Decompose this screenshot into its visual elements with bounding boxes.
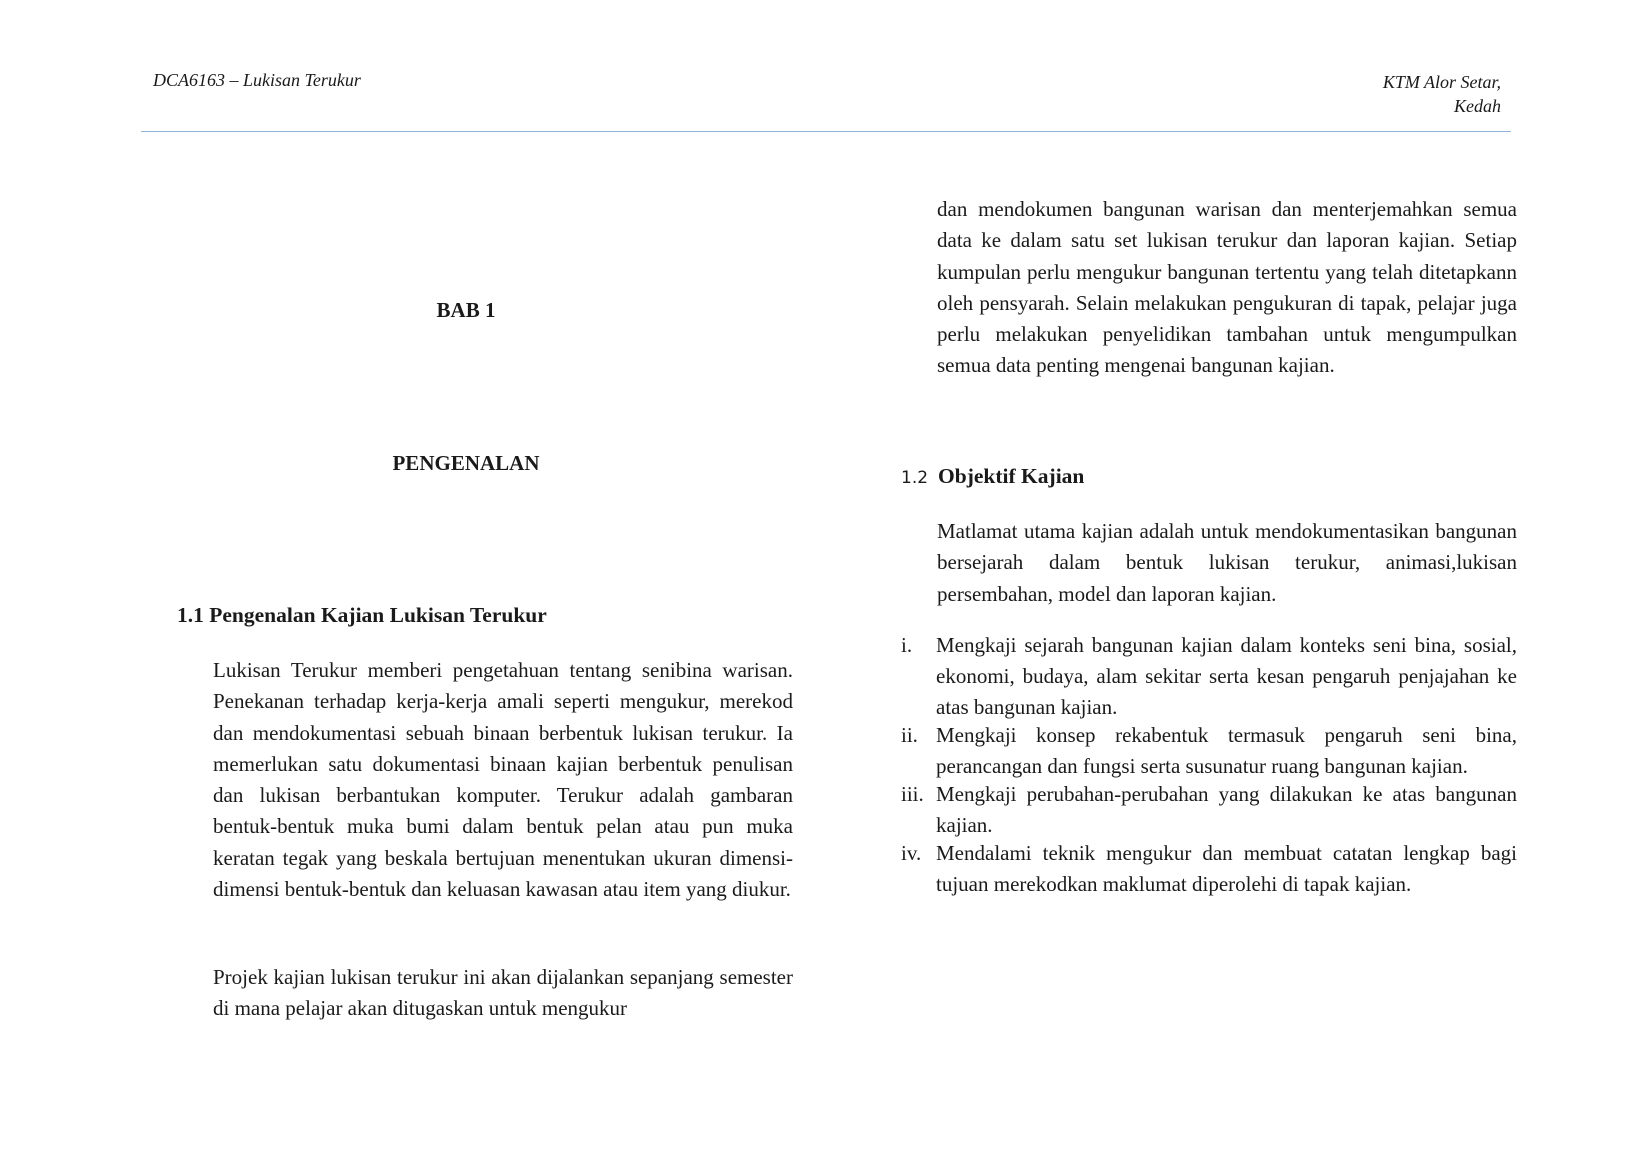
section-1-1-paragraph-1: Lukisan Terukur memberi pengetahuan tentang senibina warisan. Penekanan terhadap kerja-kerja amali seperti mengukur, merekod dan mendokumentasi sebuah binaan berbentuk lukisan terukur. Ia memerlukan satu dokumentasi binaan kajian berbentuk penulisan dan lukisan berbantukan komputer. Terukur adalah gambaran bentuk-bentuk muka bumi dalam bentuk pelan atau pun muka keratan tegak yang beskala bertujuan menentukan ukuran dimensi-dimensi bentuk-bentuk dan keluasan kawasan atau item yang diukur. — [213, 658, 793, 902]
list-item-number: iv. — [901, 841, 922, 865]
section-1-1-heading: 1.1 Pengenalan Kajian Lukisan Terukur — [177, 603, 547, 627]
header-institution-line2: Kedah — [1454, 96, 1501, 116]
chapter-title: PENGENALAN — [392, 451, 540, 475]
list-item — [901, 838, 1517, 900]
list-item-text: Mengkaji konsep rekabentuk termasuk pengaruh seni bina, perancangan dan fungsi serta susunatur ruang bangunan kajian. — [936, 723, 1517, 778]
section-1-2-title: Objektif Kajian — [938, 464, 1085, 488]
header-divider — [141, 131, 1511, 132]
header-institution — [1383, 70, 1501, 118]
chapter-number: BAB 1 — [436, 298, 496, 322]
list-item-text: Mengkaji perubahan-perubahan yang dilakukan ke atas bangunan kajian. — [936, 782, 1517, 837]
list-item — [901, 630, 1517, 723]
list-item-number: i. — [901, 633, 913, 657]
list-item-text: Mengkaji sejarah bangunan kajian dalam konteks seni bina, sosial, ekonomi, budaya, alam sekitar serta kesan pengaruh penjajahan ke atas bangunan kajian. — [936, 633, 1517, 719]
list-item — [901, 779, 1517, 841]
section-1-2-number: 1.2 — [901, 468, 929, 488]
objectives-list — [901, 630, 1517, 897]
header-course-title: DCA6163 – Lukisan Terukur — [153, 70, 361, 90]
list-item-number: iii. — [901, 782, 924, 806]
list-item-number: ii. — [901, 723, 918, 747]
section-1-2-intro: Matlamat utama kajian adalah untuk mendokumentasikan bangunan bersejarah dalam bentuk lukisan terukur, animasi,lukisan persembahan, model dan laporan kajian. — [937, 519, 1517, 606]
section-1-1-paragraph-2: Projek kajian lukisan terukur ini akan dijalankan sepanjang semester di mana pelajar akan ditugaskan untuk mengukur — [213, 965, 793, 1021]
section-1-2-heading — [901, 464, 1084, 489]
list-item — [901, 720, 1517, 782]
section-1-1-paragraph-2-continued: dan mendokumen bangunan warisan dan menterjemahkan semua data ke dalam satu set lukisan terukur dan laporan kajian. Setiap kumpulan perlu mengukur bangunan tertentu yang telah ditetapkann oleh pensyarah. Selain melakukan pengukuran di tapak, pelajar juga perlu melakukan penyelidikan tambahan untuk mengumpulkan semua data penting mengenai bangunan kajian. — [937, 197, 1517, 378]
list-item-text: Mendalami teknik mengukur dan membuat catatan lengkap bagi tujuan merekodkan maklumat diperolehi di tapak kajian. — [936, 841, 1517, 896]
header-institution-line1: KTM Alor Setar, — [1382, 72, 1501, 92]
